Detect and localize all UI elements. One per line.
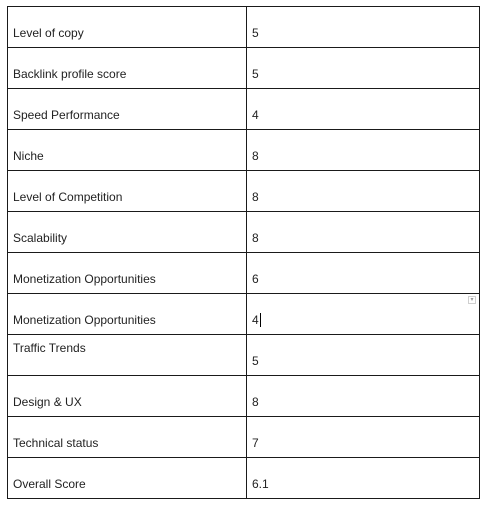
- table-row: [8, 89, 480, 130]
- table-row: [8, 212, 480, 253]
- row-value[interactable]: 7: [247, 417, 480, 457]
- table-row: [8, 376, 480, 417]
- table-row: [8, 335, 480, 376]
- row-value-active[interactable]: [247, 294, 480, 334]
- row-value[interactable]: 8: [247, 171, 480, 211]
- row-value[interactable]: 8: [247, 212, 480, 252]
- row-label[interactable]: Technical status: [8, 417, 247, 457]
- table-row: [8, 171, 480, 212]
- row-value[interactable]: 8: [247, 130, 480, 170]
- table-row: [8, 294, 480, 335]
- text-cursor-icon: [260, 313, 261, 327]
- row-value[interactable]: 6.1: [247, 458, 480, 498]
- row-value[interactable]: 6: [247, 253, 480, 293]
- row-label[interactable]: Traffic Trends: [8, 335, 247, 375]
- table-row: [8, 7, 480, 48]
- table-row: [8, 417, 480, 458]
- row-label[interactable]: Niche: [8, 130, 247, 170]
- row-label[interactable]: Speed Performance: [8, 89, 247, 129]
- row-value[interactable]: 8: [247, 376, 480, 416]
- row-label[interactable]: Level of Competition: [8, 171, 247, 211]
- row-label[interactable]: Monetization Opportunities: [8, 253, 247, 293]
- row-label[interactable]: Backlink profile score: [8, 48, 247, 88]
- table-row: [8, 48, 480, 89]
- table-row: [8, 253, 480, 294]
- table-row: [8, 130, 480, 171]
- score-table: [7, 6, 480, 499]
- chevron-down-icon[interactable]: ▾: [468, 296, 476, 304]
- row-label[interactable]: Monetization Opportunities: [8, 294, 247, 334]
- row-value[interactable]: 5: [247, 48, 480, 88]
- row-value[interactable]: 5: [247, 7, 480, 47]
- table-row: [8, 458, 480, 499]
- row-label[interactable]: Design & UX: [8, 376, 247, 416]
- active-cell-text[interactable]: 4: [252, 313, 259, 327]
- row-label[interactable]: Overall Score: [8, 458, 247, 498]
- row-value[interactable]: 5: [247, 335, 480, 375]
- row-label[interactable]: Scalability: [8, 212, 247, 252]
- row-value[interactable]: 4: [247, 89, 480, 129]
- row-label[interactable]: Level of copy: [8, 7, 247, 47]
